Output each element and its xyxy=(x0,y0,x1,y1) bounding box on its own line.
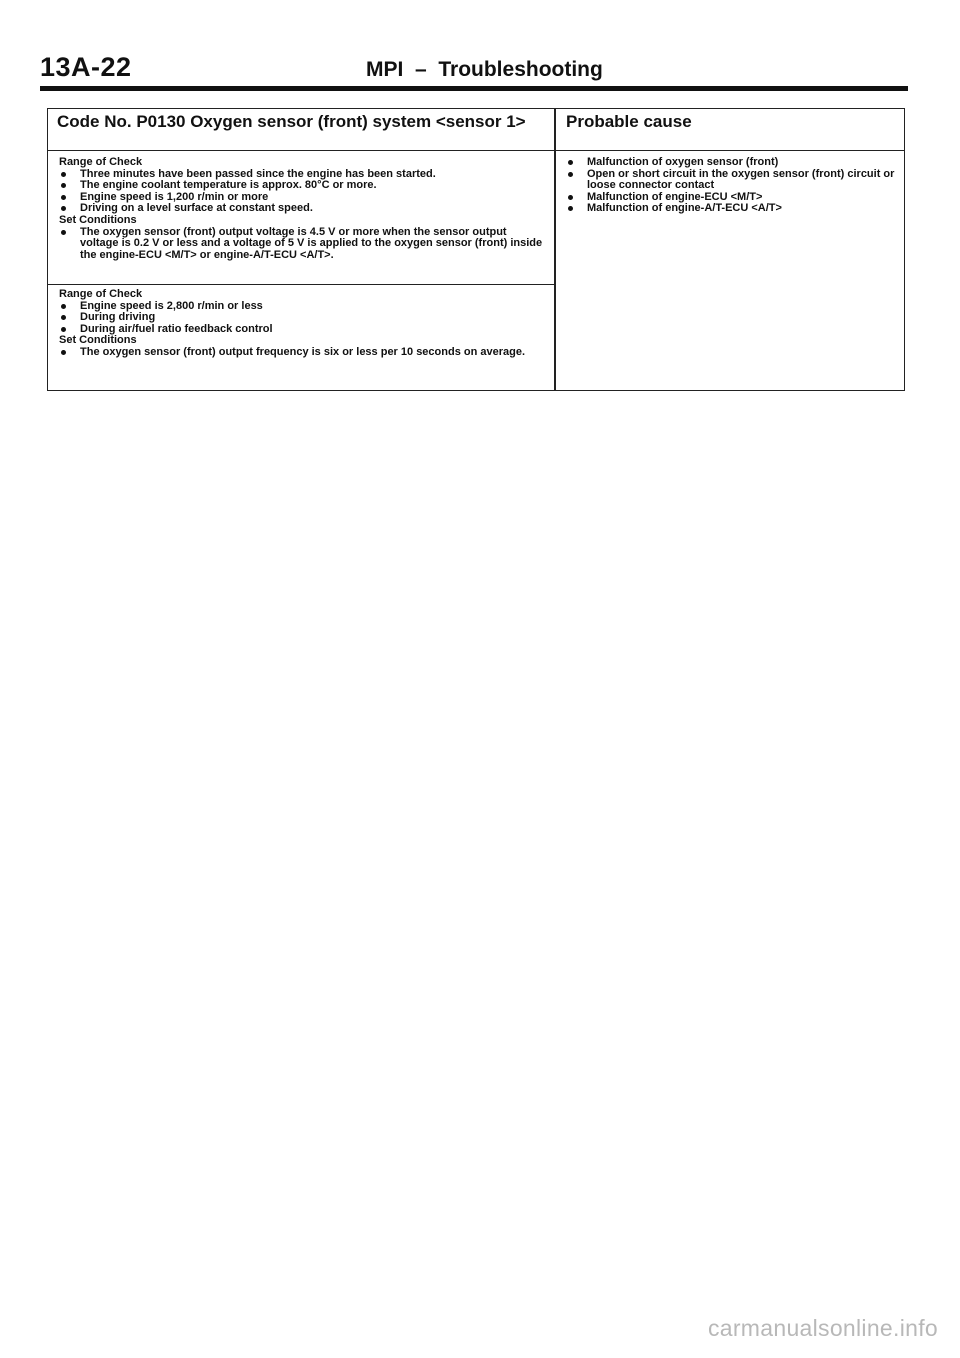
set-conditions-label: Set Conditions xyxy=(59,334,137,347)
diagnostic-table xyxy=(47,108,905,391)
list-item: During driving xyxy=(59,312,547,324)
cause-item: Malfunction of engine-ECU <M/T> xyxy=(566,192,896,204)
list-item: The engine coolant temperature is approx. 80°C or more. xyxy=(59,180,547,192)
list-item: Driving on a level surface at constant speed. xyxy=(59,203,547,215)
list-item: The oxygen sensor (front) output voltage is 4.5 V or more when the sensor output voltage is 0.2 V or less and a voltage of 5 V is applied to the oxygen sensor (front) inside the engine-ECU <M/T> or engine-A/T-ECU <A/T>. xyxy=(59,227,547,262)
list-item: Three minutes have been passed since the engine has been started. xyxy=(59,169,547,181)
list-item: During air/fuel ratio feedback control xyxy=(59,324,547,336)
list-item: Engine speed is 2,800 r/min or less xyxy=(59,301,547,313)
cause-item: Malfunction of engine-A/T-ECU <A/T> xyxy=(566,203,896,215)
watermark: carmanualsonline.info xyxy=(707,1315,938,1341)
header-rule xyxy=(40,86,908,91)
page-title: MPI – Troubleshooting xyxy=(366,58,603,81)
code-heading: Code No. P0130 Oxygen sensor (front) system <sensor 1> xyxy=(57,112,526,131)
range-of-check-label: Range of Check xyxy=(59,288,143,300)
condition-block-2 xyxy=(59,289,547,359)
cause-item: Malfunction of oxygen sensor (front) xyxy=(566,157,896,169)
list-item: The oxygen sensor (front) output frequency is six or less per 10 seconds on average. xyxy=(59,347,547,359)
probable-causes xyxy=(566,157,896,215)
table-header-row xyxy=(48,109,904,151)
cause-heading: Probable cause xyxy=(566,112,692,131)
column-divider xyxy=(554,109,556,390)
condition-block-1 xyxy=(59,157,547,261)
set-conditions-label: Set Conditions xyxy=(59,213,137,226)
list-item: Engine speed is 1,200 r/min or more xyxy=(59,192,547,204)
row-divider xyxy=(48,284,554,285)
page-number: 13A-22 xyxy=(40,52,132,82)
range-of-check-label: Range of Check xyxy=(59,156,143,168)
cause-item: Open or short circuit in the oxygen sensor (front) circuit or loose connector contact xyxy=(566,169,896,192)
